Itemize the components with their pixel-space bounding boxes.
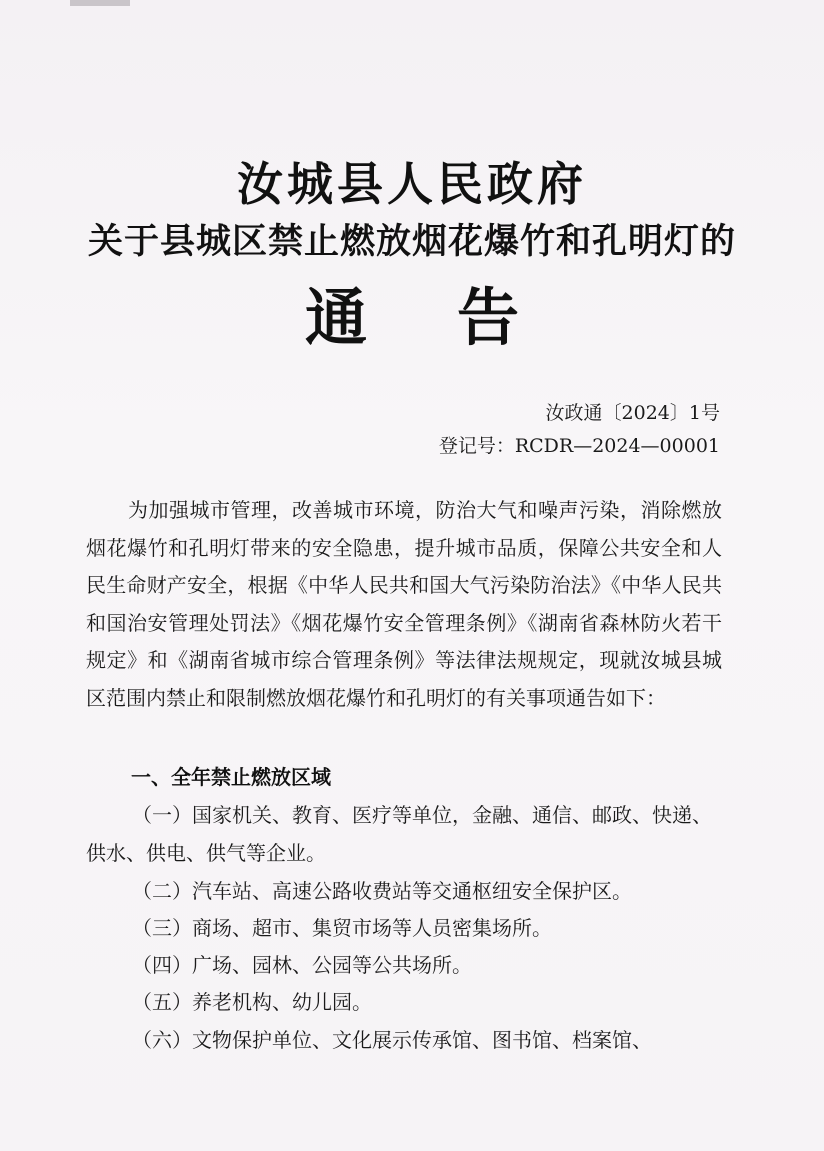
scan-edge-mark xyxy=(70,0,130,6)
intro-paragraph: 为加强城市管理，改善城市环境，防治大气和噪声污染，消除燃放烟花爆竹和孔明灯带来的安全隐患，提升城市品质，保障公共安全和人民生命财产安全，根据《中华人民共和国大气污染防治法》《中华人民共和国治安管理处罚法》《烟花爆竹安全管理条例》《湖南省森林防火若干规定》和《湖南省城市综合管理条例》等法律法规规定，现就汝城县城区范围内禁止和限制燃放烟花爆竹和孔明灯的有关事项通告如下： xyxy=(86,498,722,710)
document-title-issuer: 汝城县人民政府 xyxy=(237,157,587,211)
document-number: 汝政通〔2024〕1号 xyxy=(545,402,720,424)
registration-number: 登记号：RCDR—2024—00001 xyxy=(438,435,720,457)
list-item: （五）养老机构、幼儿园。 xyxy=(132,990,372,1014)
list-item: （六）文物保护单位、文化展示传承馆、图书馆、档案馆、 xyxy=(132,1028,652,1052)
document-title-subject: 关于县城区禁止燃放烟花爆竹和孔明灯的 xyxy=(87,222,736,262)
list-item: （四）广场、园林、公园等公共场所。 xyxy=(132,953,472,977)
list-item: （三）商场、超市、集贸市场等人员密集场所。 xyxy=(132,916,552,940)
document-title-type: 通告 xyxy=(304,281,609,354)
list-item: （一）国家机关、教育、医疗等单位，金融、通信、邮政、快递、供水、供电、供气等企业。 xyxy=(86,803,712,865)
section-heading: 一、全年禁止燃放区域 xyxy=(131,765,331,789)
list-item: （二）汽车站、高速公路收费站等交通枢纽安全保护区。 xyxy=(132,879,632,903)
